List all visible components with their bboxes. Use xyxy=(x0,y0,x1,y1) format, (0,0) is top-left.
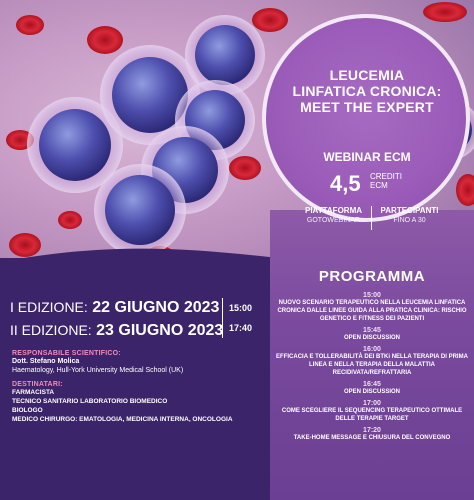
credits-label: CREDITI ECM xyxy=(370,172,402,190)
responsabile-label: RESPONSABILE SCIENTIFICO: xyxy=(12,350,121,357)
program-list xyxy=(274,292,470,446)
red-blood-cell xyxy=(58,211,82,229)
edition-1: I EDIZIONE: 22 GIUGNO 2023 xyxy=(10,299,220,316)
program-item: 15:45 OPEN DISCUSSION xyxy=(343,327,400,341)
webinar-label: WEBINAR ECM xyxy=(323,150,411,164)
destinatari-item: MEDICO CHIRURGO: EMATOLOGIA, MEDICINA INTERNA, ONCOLOGIA xyxy=(12,416,233,423)
red-blood-cell xyxy=(16,15,44,35)
title-badge xyxy=(262,14,470,222)
edition-2: II EDIZIONE: 23 GIUGNO 2023 xyxy=(10,322,224,339)
credits-number: 4,5 xyxy=(330,171,361,196)
info-section xyxy=(12,350,262,424)
participants-info: PARTECIPANTI FINO A 30 xyxy=(380,206,439,224)
responsabile-affiliation: Haematology, Hull-York University Medical School (UK) xyxy=(12,367,184,374)
program-item: 16:45 OPEN DISCUSSION xyxy=(343,381,400,395)
destinatari-label: DESTINATARI: xyxy=(12,381,63,388)
editions xyxy=(10,296,223,342)
program-item: 17:00 COME SCEGLIERE IL SEQUENCING TERAPEUTICO OTTIMALE DELLE TERAPIE TARGET xyxy=(281,400,463,422)
red-blood-cell xyxy=(423,2,467,22)
destinatari-item: BIOLOGO xyxy=(12,407,43,414)
red-blood-cell xyxy=(229,156,261,180)
program-item: 17:20 TAKE-HOME MESSAGE E CHIUSURA DEL CONVEGNO xyxy=(293,427,451,441)
time-range: 15:00 17:40 xyxy=(222,298,265,338)
program-title: PROGRAMMA xyxy=(318,268,426,285)
red-blood-cell xyxy=(252,8,288,32)
destinatari-item: TECNICO SANITARIO LABORATORIO BIOMEDICO xyxy=(12,398,168,405)
program-item: 15:00 NUOVO SCENARIO TERAPEUTICO NELLA LEUCEMIA LINFATICA CRONICA DALLE LINEE GUIDA ALLA PRATICA CLINICA: RISCHIO GENETICO E FITNESS DEI PAZIENTI xyxy=(277,292,467,322)
red-blood-cell xyxy=(87,26,123,54)
red-blood-cell xyxy=(456,174,474,206)
responsabile-name: Dott. Stefano Molica xyxy=(12,358,80,365)
destinatari-item: FARMACISTA xyxy=(12,389,55,396)
platform-info: PIATTAFORMA GOTOWEBINAR xyxy=(304,206,363,224)
program-item: 16:00 EFFICACIA E TOLLERABILITÀ DEI BTKi NELLA TERAPIA DI PRIMA LINEA E NELLA TERAPIA DELLA MALATTIA RECIDIVATA/REFRATTARIA xyxy=(276,346,468,376)
event-title: LEUCEMIA LINFATICA CRONICA: MEET THE EXPERT xyxy=(292,67,442,115)
